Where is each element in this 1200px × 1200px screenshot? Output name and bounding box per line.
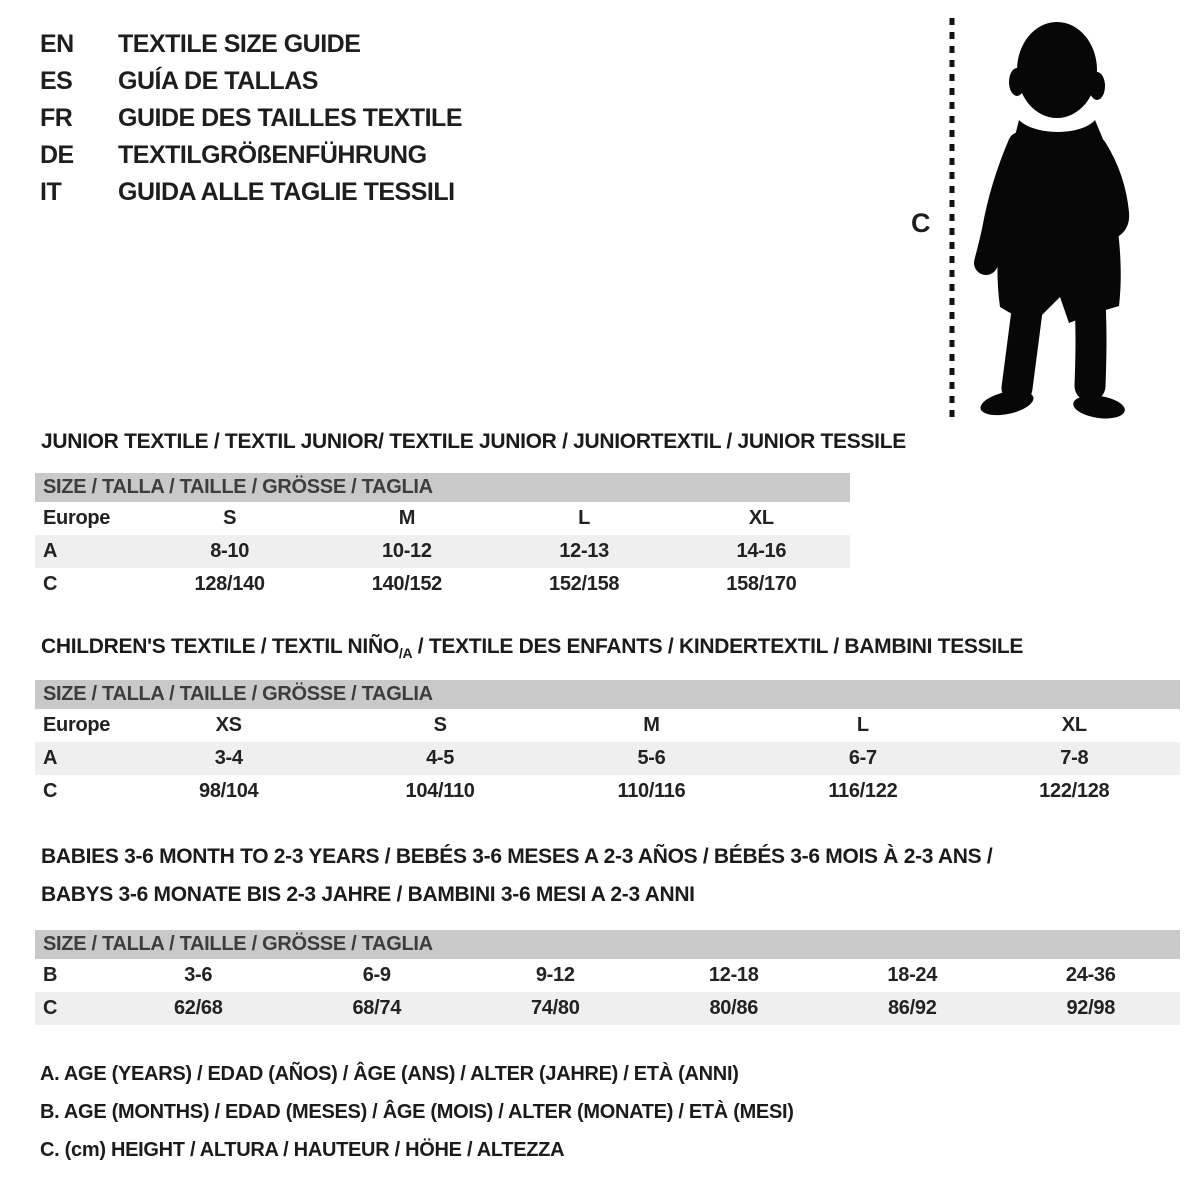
- lang-code-es: ES: [40, 67, 73, 95]
- footnote-b: B. AGE (MONTHS) / EDAD (MESES) / ÂGE (MOIS) / ALTER (MONATE) / ETÀ (MESI): [40, 1101, 794, 1123]
- lang-row-fr: [40, 104, 462, 141]
- section-children-title: [41, 635, 1180, 661]
- size-guide-content: [35, 430, 1180, 1025]
- table-row: [35, 502, 850, 535]
- table-header-band-label: SIZE / TALLA / TAILLE / GRÖSSE / TAGLIA: [35, 930, 1180, 959]
- table-header-band-label: SIZE / TALLA / TAILLE / GRÖSSE / TAGLIA: [35, 680, 1180, 709]
- table-cell: 68/74: [288, 992, 467, 1025]
- table-cell: 3-6: [184, 964, 213, 987]
- table-cell: 12-13: [496, 535, 673, 568]
- row-label: Europe: [43, 714, 111, 737]
- babies-size-table: [35, 930, 1180, 1025]
- section-babies: [35, 838, 1180, 1025]
- section-children: [35, 635, 1180, 808]
- lang-label-es: GUÍA DE TALLAS: [118, 67, 318, 95]
- lang-code-fr: FR: [40, 104, 73, 132]
- lang-label-en: TEXTILE SIZE GUIDE: [118, 30, 361, 58]
- table-cell: 86/92: [823, 992, 1002, 1025]
- lang-label-it: GUIDA ALLE TAGLIE TESSILI: [118, 178, 455, 206]
- row-label: C: [43, 780, 58, 803]
- table-cell: S: [433, 714, 447, 737]
- table-header-band: [35, 680, 1180, 709]
- table-row: [35, 742, 1180, 775]
- row-label: A: [35, 742, 123, 775]
- row-label: C: [43, 573, 58, 595]
- table-cell: 14-16: [673, 535, 850, 568]
- lang-code-it: IT: [40, 178, 62, 206]
- section-junior: [35, 430, 1180, 601]
- table-cell: 122/128: [1039, 780, 1110, 803]
- table-cell: M: [643, 714, 660, 737]
- toddler-silhouette-shape: [978, 22, 1126, 422]
- table-cell: 110/116: [617, 780, 686, 803]
- table-cell: 62/68: [109, 992, 288, 1025]
- row-label: B: [43, 964, 58, 987]
- table-cell: 8-10: [141, 535, 318, 568]
- footnote-c: C. (cm) HEIGHT / ALTURA / HAUTEUR / HÖHE / ALTEZZA: [40, 1139, 565, 1161]
- lang-label-de: TEXTILGRÖßENFÜHRUNG: [118, 141, 427, 169]
- height-measure-figure: [895, 10, 1155, 425]
- footnote-a: A. AGE (YEARS) / EDAD (AÑOS) / ÂGE (ANS) / ALTER (JAHRE) / ETÀ (ANNI): [40, 1063, 739, 1085]
- table-cell: L: [578, 507, 591, 529]
- lang-label-fr: GUIDE DES TAILLES TEXTILE: [118, 104, 463, 132]
- row-label: C: [35, 992, 109, 1025]
- section-junior-title: JUNIOR TEXTILE / TEXTIL JUNIOR/ TEXTILE JUNIOR / JUNIORTEXTIL / JUNIOR TESSILE: [41, 430, 906, 453]
- section-children-title-post: / TEXTILE DES ENFANTS / KINDERTEXTIL / BAMBINI TESSILE: [412, 635, 1024, 658]
- children-size-table: [35, 680, 1180, 808]
- table-cell: M: [398, 507, 416, 529]
- table-cell: 6-7: [757, 742, 968, 775]
- table-cell: 12-18: [708, 964, 759, 987]
- table-cell: 128/140: [194, 573, 265, 595]
- table-cell: 10-12: [318, 535, 495, 568]
- table-cell: 7-8: [969, 742, 1180, 775]
- table-cell: 140/152: [371, 573, 442, 595]
- table-cell: 5-6: [546, 742, 757, 775]
- lang-row-it: [40, 178, 462, 215]
- table-cell: 98/104: [199, 780, 259, 803]
- footnotes: [40, 1063, 794, 1177]
- table-cell: 18-24: [887, 964, 938, 987]
- table-cell: 74/80: [466, 992, 645, 1025]
- row-label: A: [35, 535, 141, 568]
- table-header-band-label: SIZE / TALLA / TAILLE / GRÖSSE / TAGLIA: [35, 473, 850, 502]
- table-cell: 24-36: [1065, 964, 1116, 987]
- language-header: [40, 30, 462, 215]
- table-row: [35, 775, 1180, 808]
- table-cell: 9-12: [535, 964, 575, 987]
- row-label: Europe: [43, 507, 111, 529]
- table-header-band: [35, 473, 850, 502]
- table-cell: 116/122: [828, 780, 898, 803]
- toddler-silhouette-icon: [895, 10, 1155, 425]
- table-cell: 152/158: [549, 573, 620, 595]
- table-row: [35, 959, 1180, 992]
- lang-row-es: [40, 67, 462, 104]
- section-children-title-sub: /A: [398, 645, 413, 662]
- junior-size-table: [35, 473, 850, 601]
- table-row: [35, 992, 1180, 1025]
- height-measure-label: C: [911, 208, 931, 238]
- table-cell: 158/170: [726, 573, 797, 595]
- table-cell: XS: [215, 714, 242, 737]
- lang-code-en: EN: [40, 30, 74, 58]
- section-babies-title-line2: BABYS 3-6 MONATE BIS 2-3 JAHRE / BAMBINI 3-6 MESI A 2-3 ANNI: [41, 883, 695, 907]
- lang-row-de: [40, 141, 462, 178]
- table-header-band: [35, 930, 1180, 959]
- lang-row-en: [40, 30, 462, 67]
- table-cell: XL: [748, 507, 774, 529]
- table-row: [35, 709, 1180, 742]
- section-babies-title-line1: BABIES 3-6 MONTH TO 2-3 YEARS / BEBÉS 3-6 MESES A 2-3 AÑOS / BÉBÉS 3-6 MOIS À 2-3 ANS /: [41, 845, 993, 869]
- table-row: [35, 568, 850, 601]
- table-cell: 3-4: [123, 742, 334, 775]
- table-cell: L: [856, 714, 869, 737]
- table-cell: 92/98: [1002, 992, 1181, 1025]
- table-cell: 104/110: [405, 780, 475, 803]
- section-children-title-pre: CHILDREN'S TEXTILE / TEXTIL NIÑO: [41, 635, 399, 658]
- table-cell: 4-5: [334, 742, 545, 775]
- table-row: [35, 535, 850, 568]
- table-cell: S: [223, 507, 237, 529]
- table-cell: 6-9: [362, 964, 391, 987]
- lang-code-de: DE: [40, 141, 74, 169]
- table-cell: 80/86: [645, 992, 824, 1025]
- table-cell: XL: [1061, 714, 1087, 737]
